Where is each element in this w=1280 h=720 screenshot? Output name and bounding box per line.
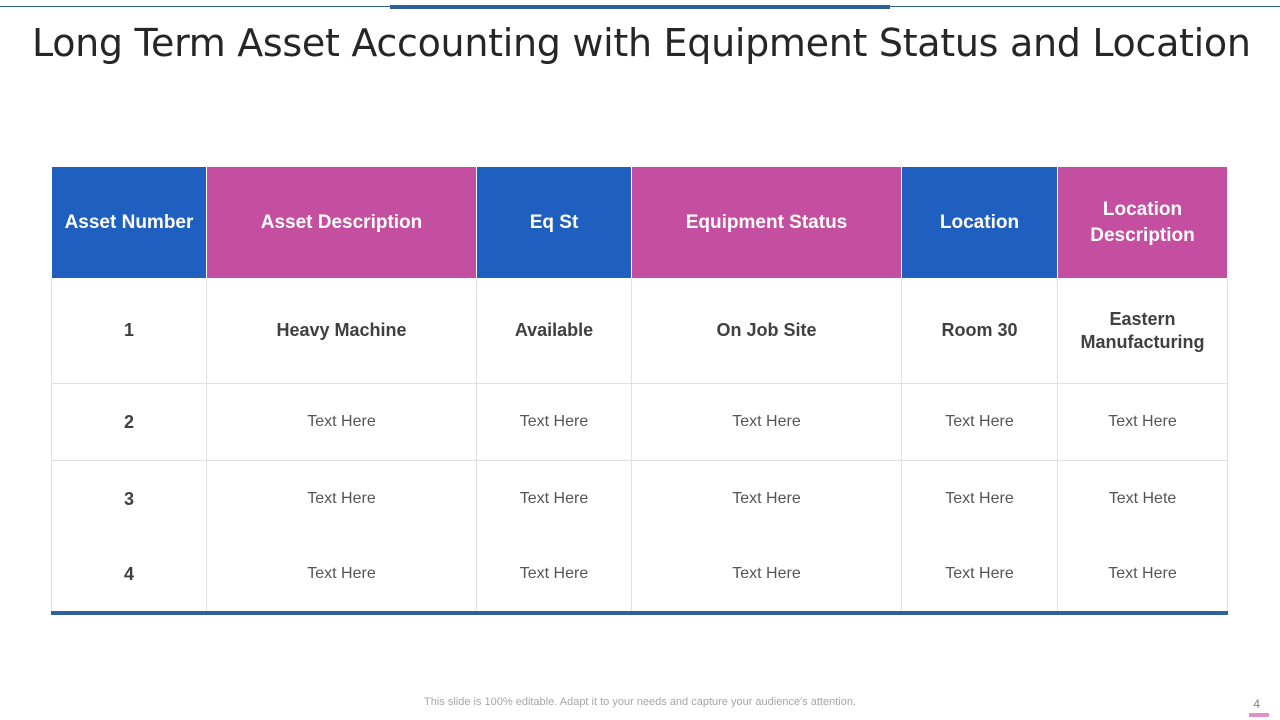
- table-header-row: [52, 167, 1228, 278]
- cell-asset-description: Heavy Machine: [207, 278, 477, 384]
- cell-eq-st: Text Here: [477, 384, 632, 461]
- cell-equipment-status: Text Here: [632, 384, 902, 461]
- cell-equipment-status: On Job Site: [632, 278, 902, 384]
- cell-asset-number: 4: [52, 537, 207, 613]
- table-row: [52, 384, 1228, 461]
- cell-eq-st: Text Here: [477, 537, 632, 613]
- page-accent-bar: [1249, 713, 1269, 717]
- cell-location: Room 30: [902, 278, 1058, 384]
- cell-asset-description: Text Here: [207, 461, 477, 538]
- cell-asset-number: 2: [52, 384, 207, 461]
- header-equipment-status: Equipment Status: [632, 167, 902, 278]
- cell-asset-number: 1: [52, 278, 207, 384]
- cell-location: Text Here: [902, 537, 1058, 613]
- slide-title: Long Term Asset Accounting with Equipment Status and Location: [32, 21, 1251, 65]
- cell-location-description: Eastern Manufacturing: [1058, 278, 1228, 384]
- cell-eq-st: Available: [477, 278, 632, 384]
- header-asset-number: Asset Number: [52, 167, 207, 278]
- cell-location-description: Text Here: [1058, 537, 1228, 613]
- footer-note: This slide is 100% editable. Adapt it to your needs and capture your audience's attention.: [424, 696, 856, 708]
- cell-eq-st: Text Here: [477, 461, 632, 538]
- cell-asset-description: Text Here: [207, 384, 477, 461]
- cell-asset-description: Text Here: [207, 537, 477, 613]
- cell-location-description: Text Here: [1058, 384, 1228, 461]
- asset-table-container: [51, 167, 1227, 615]
- cell-location: Text Here: [902, 384, 1058, 461]
- cell-equipment-status: Text Here: [632, 537, 902, 613]
- cell-location-description: Text Hete: [1058, 461, 1228, 538]
- header-location-description: Location Description: [1058, 167, 1228, 278]
- cell-location: Text Here: [902, 461, 1058, 538]
- header-asset-description: Asset Description: [207, 167, 477, 278]
- table-row: [52, 461, 1228, 538]
- header-eq-st: Eq St: [477, 167, 632, 278]
- header-location: Location: [902, 167, 1058, 278]
- cell-equipment-status: Text Here: [632, 461, 902, 538]
- table-row: [52, 278, 1228, 384]
- asset-table: [51, 167, 1228, 615]
- page-number: 4: [1253, 697, 1260, 711]
- top-accent-bar: [390, 5, 890, 9]
- cell-asset-number: 3: [52, 461, 207, 538]
- table-row: [52, 537, 1228, 613]
